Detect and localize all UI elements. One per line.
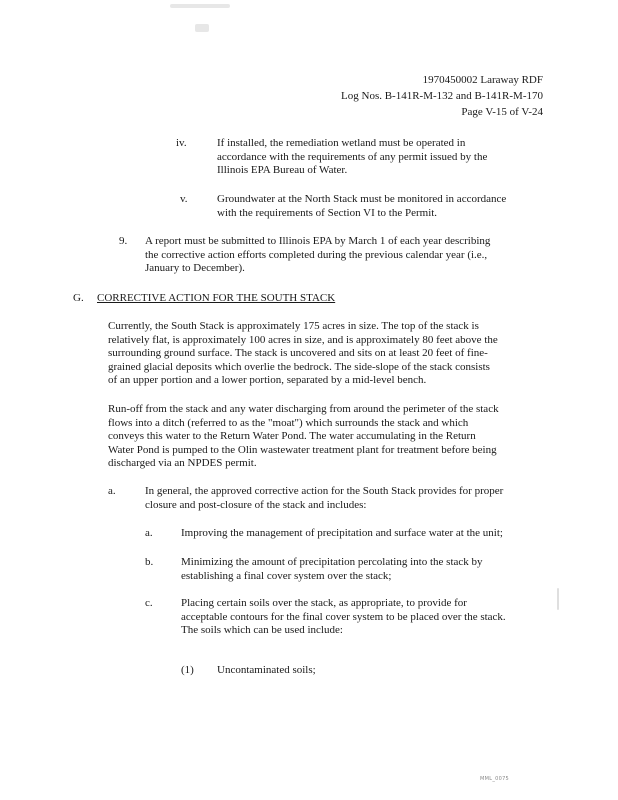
text-line: Minimizing the amount of precipitation percolating into the stack by	[181, 556, 483, 568]
text-line: Placing certain soils over the stack, as appropriate, to provide for	[181, 597, 467, 609]
item-9-text	[145, 235, 545, 276]
text-line: January to December).	[145, 262, 245, 274]
item-v-label: v.	[180, 193, 188, 205]
scan-smudge	[170, 4, 230, 8]
item-iv-text	[217, 137, 547, 178]
item-a-label: a.	[108, 485, 116, 497]
header-permit-id: 1970450002 Laraway RDF	[422, 74, 543, 86]
item-a-text	[145, 485, 545, 512]
text-line: closure and post-closure of the stack and includes:	[145, 498, 367, 511]
header-page-number: Page V-15 of V-24	[461, 106, 543, 118]
subitem-b-text	[181, 556, 541, 583]
text-line: If installed, the remediation wetland must be operated in	[217, 137, 466, 149]
subitem-b-label: b.	[145, 556, 154, 568]
text-line: surrounding ground surface. The stack is uncovered and sits on at least 20 feet of fine-	[108, 347, 488, 359]
item-9-label: 9.	[119, 235, 128, 247]
text-line: establishing a final cover system over the stack;	[181, 569, 392, 582]
text-line: In general, the approved corrective action for the South Stack provides for proper	[145, 485, 504, 497]
text-line: discharged via an NPDES permit.	[108, 457, 257, 469]
section-g-label: G.	[73, 292, 84, 304]
subitem-a-label: a.	[145, 527, 153, 539]
text-line: Water Pond is pumped to the Olin wastewater treatment plant for treatment before being	[108, 443, 497, 456]
text-line: relatively flat, is approximately 100 acres in size, and is approximately 80 feet above the	[108, 333, 498, 346]
subsubitem-1-text: Uncontaminated soils;	[217, 664, 316, 676]
text-line: with the requirements of Section VI to the Permit.	[217, 206, 438, 219]
subsubitem-1-label: (1)	[181, 664, 194, 676]
subitem-c-label: c.	[145, 597, 153, 609]
text-line: accordance with the requirements of any permit issued by the	[217, 150, 488, 163]
bates-stamp: MML_0075	[480, 776, 510, 782]
text-line: Groundwater at the North Stack must be monitored in accordance	[217, 193, 507, 205]
subitem-a-text	[181, 527, 541, 541]
subitem-c-text	[181, 597, 541, 638]
text-line: Run-off from the stack and any water discharging from around the perimeter of the stack	[108, 403, 499, 415]
section-g-title: CORRECTIVE ACTION FOR THE SOUTH STACK	[97, 292, 336, 304]
text-line: conveys this water to the Return Water Pond. The water accumulating in the Return	[108, 430, 476, 442]
item-v-text	[217, 193, 547, 220]
text-line: the corrective action efforts completed during the previous calendar year (i.e.,	[145, 248, 488, 261]
text-line: Improving the management of precipitation and surface water at the unit;	[181, 527, 503, 539]
text-line: Illinois EPA Bureau of Water.	[217, 164, 348, 176]
section-g-paragraph-2	[108, 403, 548, 471]
scan-smudge	[557, 588, 559, 610]
text-line: of an upper portion and a lower portion, separated by a mid-level bench.	[108, 374, 427, 386]
text-line: The soils which can be used include:	[181, 624, 343, 636]
header-log-numbers: Log Nos. B-141R-M-132 and B-141R-M-170	[341, 90, 543, 102]
text-line: grained glacial deposits which overlie the bedrock. The side-slope of the stack consists	[108, 360, 490, 373]
text-line: acceptable contours for the final cover system to be placed over the stack.	[181, 610, 506, 623]
section-g-paragraph-1	[108, 320, 548, 388]
item-iv-label: iv.	[176, 137, 187, 149]
text-line: Currently, the South Stack is approximately 175 acres in size. The top of the stack is	[108, 320, 479, 332]
scan-smudge	[195, 24, 209, 32]
text-line: flows into a ditch (referred to as the "moat") which surrounds the stack and which	[108, 416, 469, 429]
text-line: A report must be submitted to Illinois EPA by March 1 of each year describing	[145, 235, 491, 247]
